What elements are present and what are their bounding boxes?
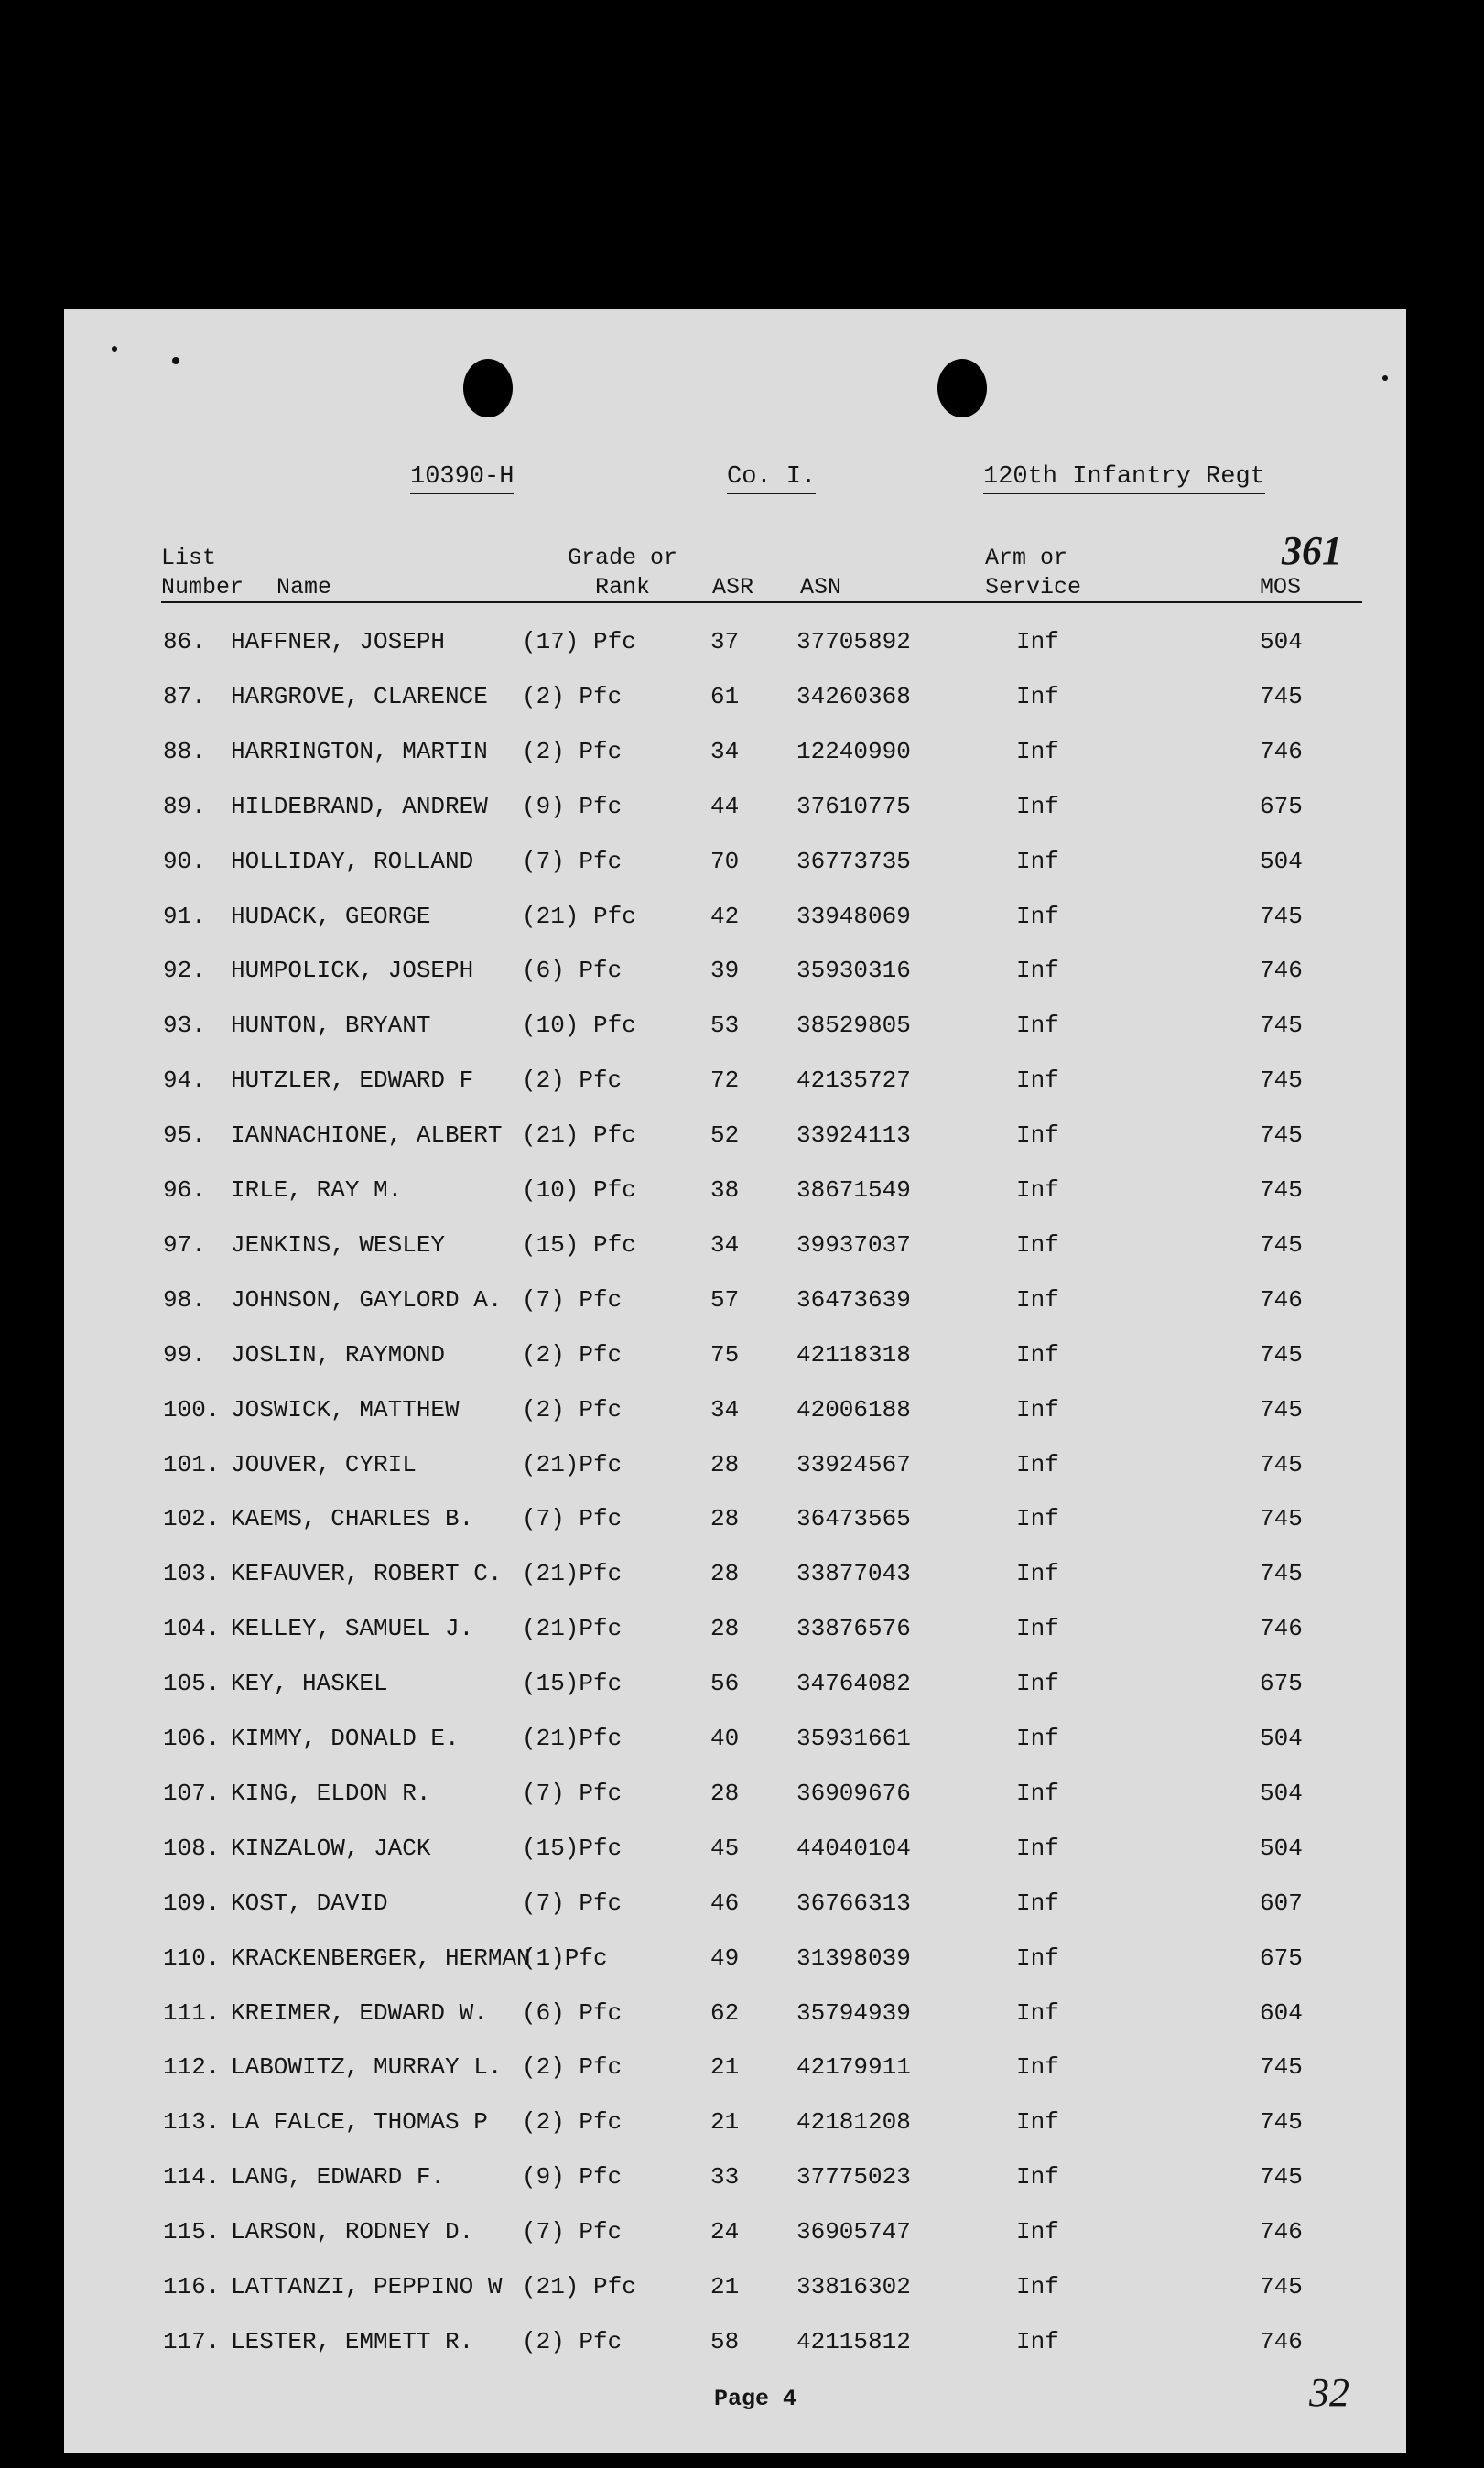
mos-code: 745 xyxy=(1260,1450,1303,1478)
table-row xyxy=(64,848,1406,903)
soldier-name: HOLLIDAY, ROLLAND xyxy=(231,847,474,875)
asr-score: 28 xyxy=(710,1615,740,1643)
table-row xyxy=(64,683,1406,738)
grade-rank: (21) Pfc xyxy=(522,902,636,930)
arm-service: Inf xyxy=(1016,1450,1059,1478)
soldier-name: LA FALCE, THOMAS P xyxy=(231,2108,488,2137)
arm-service: Inf xyxy=(1016,1998,1059,2027)
mos-code: 675 xyxy=(1260,792,1303,820)
asr-score: 24 xyxy=(710,2218,740,2246)
grade-rank: (6) Pfc xyxy=(522,1998,623,2027)
mos-code: 746 xyxy=(1260,737,1303,765)
serial-number: 36766313 xyxy=(796,1889,911,1917)
arm-service: Inf xyxy=(1016,1395,1059,1423)
table-row xyxy=(64,1505,1406,1560)
soldier-name: IRLE, RAY M. xyxy=(231,1176,403,1204)
list-number: 92. xyxy=(163,957,206,985)
soldier-name: KEFAUVER, ROBERT C. xyxy=(231,1560,503,1588)
table-row xyxy=(64,1341,1406,1396)
list-number: 97. xyxy=(163,1230,206,1259)
mos-code: 675 xyxy=(1260,1943,1303,1972)
list-number: 115. xyxy=(163,2218,221,2246)
mos-code: 504 xyxy=(1260,847,1303,875)
list-number: 107. xyxy=(163,1779,221,1807)
arm-service: Inf xyxy=(1016,2053,1059,2082)
mos-code: 745 xyxy=(1260,1395,1303,1423)
grade-rank: (7) Pfc xyxy=(522,1889,623,1917)
serial-number: 36473565 xyxy=(796,1505,911,1533)
soldier-name: JOHNSON, GAYLORD A. xyxy=(231,1285,503,1314)
grade-rank: (2) Pfc xyxy=(522,1395,623,1423)
serial-number: 42115812 xyxy=(796,2327,911,2355)
list-number: 100. xyxy=(163,1395,221,1423)
table-row xyxy=(64,1835,1406,1889)
serial-number: 12240990 xyxy=(796,737,911,765)
soldier-name: LANG, EDWARD F. xyxy=(231,2163,446,2192)
grade-rank: (2) Pfc xyxy=(522,1066,623,1095)
table-row xyxy=(64,2328,1406,2383)
asr-score: 34 xyxy=(710,1230,740,1259)
mos-code: 607 xyxy=(1260,1889,1303,1917)
grade-rank: (21)Pfc xyxy=(522,1450,623,1478)
arm-service: Inf xyxy=(1016,2163,1059,2192)
table-row xyxy=(64,1066,1406,1121)
asr-score: 72 xyxy=(710,1066,740,1095)
header-rule xyxy=(161,601,1362,603)
mos-code: 745 xyxy=(1260,902,1303,930)
list-number: 106. xyxy=(163,1725,221,1752)
serial-number: 31398039 xyxy=(796,1943,911,1972)
soldier-name: JOSLIN, RAYMOND xyxy=(231,1340,446,1369)
column-header-arm: Arm or Service xyxy=(985,545,1082,601)
asr-score: 21 xyxy=(710,2273,740,2300)
grade-rank: (2) Pfc xyxy=(522,682,623,710)
serial-number: 38671549 xyxy=(796,1176,911,1204)
soldier-name: JENKINS, WESLEY xyxy=(231,1230,446,1259)
asr-score: 34 xyxy=(710,737,740,765)
list-number: 101. xyxy=(163,1450,221,1478)
table-row xyxy=(64,2273,1406,2328)
list-number: 96. xyxy=(163,1176,206,1204)
mos-code: 746 xyxy=(1260,1285,1303,1314)
serial-number: 42135727 xyxy=(796,1066,911,1095)
arm-service: Inf xyxy=(1016,682,1059,710)
serial-number: 42179911 xyxy=(796,2053,911,2082)
soldier-name: LESTER, EMMETT R. xyxy=(231,2327,474,2355)
table-row xyxy=(64,1286,1406,1341)
soldier-name: HUNTON, BRYANT xyxy=(231,1012,431,1040)
mos-code: 745 xyxy=(1260,2053,1303,2082)
grade-rank: (7) Pfc xyxy=(522,1285,623,1314)
list-number: 95. xyxy=(163,1121,206,1150)
arm-service: Inf xyxy=(1016,1176,1059,1204)
list-number: 103. xyxy=(163,1560,221,1588)
table-row xyxy=(64,1451,1406,1506)
table-row xyxy=(64,2053,1406,2108)
asr-score: 42 xyxy=(710,902,740,930)
asr-score: 70 xyxy=(710,847,740,875)
mos-code: 745 xyxy=(1260,1012,1303,1040)
mos-code: 745 xyxy=(1260,1505,1303,1533)
serial-number: 42118318 xyxy=(796,1340,911,1369)
speck xyxy=(1382,375,1388,381)
table-row xyxy=(64,1176,1406,1231)
arm-service: Inf xyxy=(1016,1560,1059,1588)
grade-rank: (9) Pfc xyxy=(522,2163,623,2192)
serial-number: 36473639 xyxy=(796,1285,911,1314)
serial-number: 34764082 xyxy=(796,1670,911,1698)
list-number: 104. xyxy=(163,1615,221,1643)
serial-number: 44040104 xyxy=(796,1834,911,1862)
table-row xyxy=(64,1231,1406,1286)
arm-service: Inf xyxy=(1016,957,1059,985)
speck xyxy=(112,346,117,352)
list-number: 87. xyxy=(163,682,206,710)
mos-code: 504 xyxy=(1260,1834,1303,1862)
arm-service: Inf xyxy=(1016,1943,1059,1972)
soldier-name: HAFFNER, JOSEPH xyxy=(231,628,446,655)
list-number: 112. xyxy=(163,2053,221,2082)
list-number: 89. xyxy=(163,792,206,820)
list-number: 114. xyxy=(163,2163,221,2192)
punch-hole xyxy=(463,359,513,417)
serial-number: 37705892 xyxy=(796,628,911,655)
soldier-name: JOSWICK, MATTHEW xyxy=(231,1395,460,1423)
asr-score: 61 xyxy=(710,682,740,710)
list-number: 109. xyxy=(163,1889,221,1917)
grade-rank: (21)Pfc xyxy=(522,1725,623,1752)
column-header-name: Name xyxy=(276,574,332,601)
list-number: 98. xyxy=(163,1285,206,1314)
list-number: 99. xyxy=(163,1340,206,1369)
arm-service: Inf xyxy=(1016,628,1059,655)
serial-number: 42006188 xyxy=(796,1395,911,1423)
list-number: 117. xyxy=(163,2327,221,2355)
mos-code: 504 xyxy=(1260,1779,1303,1807)
asr-score: 44 xyxy=(710,792,740,820)
arm-service: Inf xyxy=(1016,1834,1059,1862)
grade-rank: (15) Pfc xyxy=(522,1230,636,1259)
asr-score: 58 xyxy=(710,2327,740,2355)
soldier-name: HARGROVE, CLARENCE xyxy=(231,682,488,710)
column-header-grade: Grade or Rank xyxy=(568,545,678,601)
list-number: 90. xyxy=(163,847,206,875)
grade-rank: (21) Pfc xyxy=(522,2273,636,2300)
table-row xyxy=(64,1615,1406,1670)
asr-score: 53 xyxy=(710,1012,740,1040)
soldier-name: LATTANZI, PEPPINO W xyxy=(231,2273,503,2300)
mos-code: 504 xyxy=(1260,628,1303,655)
soldier-name: KOST, DAVID xyxy=(231,1889,388,1917)
asr-score: 49 xyxy=(710,1943,740,1972)
arm-service: Inf xyxy=(1016,1505,1059,1533)
arm-service: Inf xyxy=(1016,2273,1059,2300)
grade-rank: (17) Pfc xyxy=(522,628,636,655)
table-row xyxy=(64,1012,1406,1066)
table-row xyxy=(64,1396,1406,1451)
mos-code: 746 xyxy=(1260,2218,1303,2246)
asr-score: 21 xyxy=(710,2108,740,2137)
speck xyxy=(172,357,179,364)
table-row xyxy=(64,1725,1406,1780)
soldier-name: JOUVER, CYRIL xyxy=(231,1450,417,1478)
company-label: Co. I. xyxy=(727,463,816,491)
asr-score: 62 xyxy=(710,1998,740,2027)
serial-number: 33876576 xyxy=(796,1615,911,1643)
serial-number: 36773735 xyxy=(796,847,911,875)
serial-number: 33816302 xyxy=(796,2273,911,2300)
table-row xyxy=(64,2108,1406,2163)
handwritten-note: 32 xyxy=(1309,2370,1349,2415)
mos-code: 746 xyxy=(1260,957,1303,985)
grade-rank: (10) Pfc xyxy=(522,1012,636,1040)
list-number: 102. xyxy=(163,1505,221,1533)
arm-service: Inf xyxy=(1016,2327,1059,2355)
asr-score: 28 xyxy=(710,1779,740,1807)
serial-number: 35794939 xyxy=(796,1998,911,2027)
arm-service: Inf xyxy=(1016,1012,1059,1040)
mos-code: 745 xyxy=(1260,1230,1303,1259)
list-number: 116. xyxy=(163,2273,221,2300)
list-number: 111. xyxy=(163,1998,221,2027)
list-number: 105. xyxy=(163,1670,221,1698)
asr-score: 21 xyxy=(710,2053,740,2082)
grade-rank: (9) Pfc xyxy=(522,792,623,820)
list-number: 86. xyxy=(163,628,206,655)
table-row xyxy=(64,903,1406,958)
arm-service: Inf xyxy=(1016,1285,1059,1314)
mos-code: 745 xyxy=(1260,2273,1303,2300)
grade-rank: (21)Pfc xyxy=(522,1560,623,1588)
table-row xyxy=(64,1780,1406,1835)
serial-number: 33924567 xyxy=(796,1450,911,1478)
grade-rank: (2) Pfc xyxy=(522,737,623,765)
asr-score: 37 xyxy=(710,628,740,655)
soldier-name: KAEMS, CHARLES B. xyxy=(231,1505,474,1533)
soldier-name: KEY, HASKEL xyxy=(231,1670,388,1698)
mos-code: 746 xyxy=(1260,2327,1303,2355)
serial-number: 37610775 xyxy=(796,792,911,820)
mos-code: 604 xyxy=(1260,1998,1303,2027)
list-number: 94. xyxy=(163,1066,206,1095)
column-header-mos: MOS xyxy=(1260,574,1302,601)
table-row xyxy=(64,1944,1406,1999)
arm-service: Inf xyxy=(1016,1725,1059,1752)
mos-code: 745 xyxy=(1260,1340,1303,1369)
serial-number: 38529805 xyxy=(796,1012,911,1040)
mos-code: 745 xyxy=(1260,1066,1303,1095)
table-row xyxy=(64,1670,1406,1725)
soldier-name: HUDACK, GEORGE xyxy=(231,902,431,930)
document-page xyxy=(64,309,1406,2453)
list-number: 91. xyxy=(163,902,206,930)
asr-score: 57 xyxy=(710,1285,740,1314)
arm-service: Inf xyxy=(1016,1779,1059,1807)
grade-rank: (7) Pfc xyxy=(522,847,623,875)
serial-number: 39937037 xyxy=(796,1230,911,1259)
serial-number: 34260368 xyxy=(796,682,911,710)
list-number: 110. xyxy=(163,1943,221,1972)
arm-service: Inf xyxy=(1016,2218,1059,2246)
arm-service: Inf xyxy=(1016,792,1059,820)
table-row xyxy=(64,628,1406,683)
asr-score: 52 xyxy=(710,1121,740,1150)
serial-number: 33877043 xyxy=(796,1560,911,1588)
arm-service: Inf xyxy=(1016,1230,1059,1259)
arm-service: Inf xyxy=(1016,1340,1059,1369)
grade-rank: (15)Pfc xyxy=(522,1834,623,1862)
arm-service: Inf xyxy=(1016,2108,1059,2137)
list-number: 108. xyxy=(163,1834,221,1862)
asr-score: 56 xyxy=(710,1670,740,1698)
soldier-name: KREIMER, EDWARD W. xyxy=(231,1998,488,2027)
asr-score: 46 xyxy=(710,1889,740,1917)
table-row xyxy=(64,957,1406,1012)
arm-service: Inf xyxy=(1016,1066,1059,1095)
soldier-name: KINZALOW, JACK xyxy=(231,1834,431,1862)
serial-number: 37775023 xyxy=(796,2163,911,2192)
asr-score: 75 xyxy=(710,1340,740,1369)
table-row xyxy=(64,1121,1406,1176)
grade-rank: (15)Pfc xyxy=(522,1670,623,1698)
table-row xyxy=(64,1999,1406,2054)
table-row xyxy=(64,1560,1406,1615)
list-number: 88. xyxy=(163,737,206,765)
table-row xyxy=(64,2218,1406,2273)
mos-code: 746 xyxy=(1260,1615,1303,1643)
serial-number: 42181208 xyxy=(796,2108,911,2137)
grade-rank: (1)Pfc xyxy=(522,1943,608,1972)
page-stamp: 361 xyxy=(1282,528,1342,573)
grade-rank: (6) Pfc xyxy=(522,957,623,985)
serial-number: 36909676 xyxy=(796,1779,911,1807)
table-row xyxy=(64,793,1406,848)
serial-number: 35931661 xyxy=(796,1725,911,1752)
soldier-name: HILDEBRAND, ANDREW xyxy=(231,792,488,820)
asr-score: 28 xyxy=(710,1505,740,1533)
mos-code: 745 xyxy=(1260,1560,1303,1588)
mos-code: 675 xyxy=(1260,1670,1303,1698)
table-row xyxy=(64,2163,1406,2218)
asr-score: 45 xyxy=(710,1834,740,1862)
grade-rank: (21)Pfc xyxy=(522,1615,623,1643)
grade-rank: (21) Pfc xyxy=(522,1121,636,1150)
grade-rank: (7) Pfc xyxy=(522,1505,623,1533)
page-footer: Page 4 xyxy=(714,2386,797,2412)
soldier-name: KING, ELDON R. xyxy=(231,1779,431,1807)
arm-service: Inf xyxy=(1016,902,1059,930)
mos-code: 745 xyxy=(1260,2108,1303,2137)
soldier-name: KRACKENBERGER, HERMAN xyxy=(231,1943,531,1972)
soldier-name: LARSON, RODNEY D. xyxy=(231,2218,474,2246)
grade-rank: (2) Pfc xyxy=(522,2108,623,2137)
grade-rank: (2) Pfc xyxy=(522,2053,623,2082)
column-header-asr: ASR xyxy=(712,574,754,601)
soldier-name: KELLEY, SAMUEL J. xyxy=(231,1615,474,1643)
grade-rank: (7) Pfc xyxy=(522,2218,623,2246)
arm-service: Inf xyxy=(1016,847,1059,875)
arm-service: Inf xyxy=(1016,1615,1059,1643)
mos-code: 745 xyxy=(1260,1176,1303,1204)
table-row xyxy=(64,738,1406,793)
table-row xyxy=(64,1889,1406,1944)
arm-service: Inf xyxy=(1016,1121,1059,1150)
arm-service: Inf xyxy=(1016,1889,1059,1917)
soldier-name: HUTZLER, EDWARD F xyxy=(231,1066,474,1095)
soldier-name: HUMPOLICK, JOSEPH xyxy=(231,957,474,985)
serial-number: 33924113 xyxy=(796,1121,911,1150)
arm-service: Inf xyxy=(1016,1670,1059,1698)
soldier-name: LABOWITZ, MURRAY L. xyxy=(231,2053,503,2082)
document-code: 10390-H xyxy=(410,463,514,491)
list-number: 113. xyxy=(163,2108,221,2137)
mos-code: 745 xyxy=(1260,2163,1303,2192)
soldier-name: HARRINGTON, MARTIN xyxy=(231,737,488,765)
column-header-asn: ASN xyxy=(800,574,842,601)
asr-score: 34 xyxy=(710,1395,740,1423)
grade-rank: (2) Pfc xyxy=(522,2327,623,2355)
serial-number: 35930316 xyxy=(796,957,911,985)
soldier-name: KIMMY, DONALD E. xyxy=(231,1725,460,1752)
asr-score: 28 xyxy=(710,1560,740,1588)
serial-number: 36905747 xyxy=(796,2218,911,2246)
asr-score: 38 xyxy=(710,1176,740,1204)
asr-score: 40 xyxy=(710,1725,740,1752)
grade-rank: (7) Pfc xyxy=(522,1779,623,1807)
asr-score: 33 xyxy=(710,2163,740,2192)
asr-score: 28 xyxy=(710,1450,740,1478)
arm-service: Inf xyxy=(1016,737,1059,765)
regiment-label: 120th Infantry Regt xyxy=(983,463,1265,491)
soldier-name: IANNACHIONE, ALBERT xyxy=(231,1121,503,1150)
mos-code: 745 xyxy=(1260,682,1303,710)
serial-number: 33948069 xyxy=(796,902,911,930)
column-header-list-number: List Number xyxy=(161,545,244,601)
grade-rank: (2) Pfc xyxy=(522,1340,623,1369)
mos-code: 504 xyxy=(1260,1725,1303,1752)
punch-hole xyxy=(937,359,987,417)
grade-rank: (10) Pfc xyxy=(522,1176,636,1204)
mos-code: 745 xyxy=(1260,1121,1303,1150)
list-number: 93. xyxy=(163,1012,206,1040)
asr-score: 39 xyxy=(710,957,740,985)
